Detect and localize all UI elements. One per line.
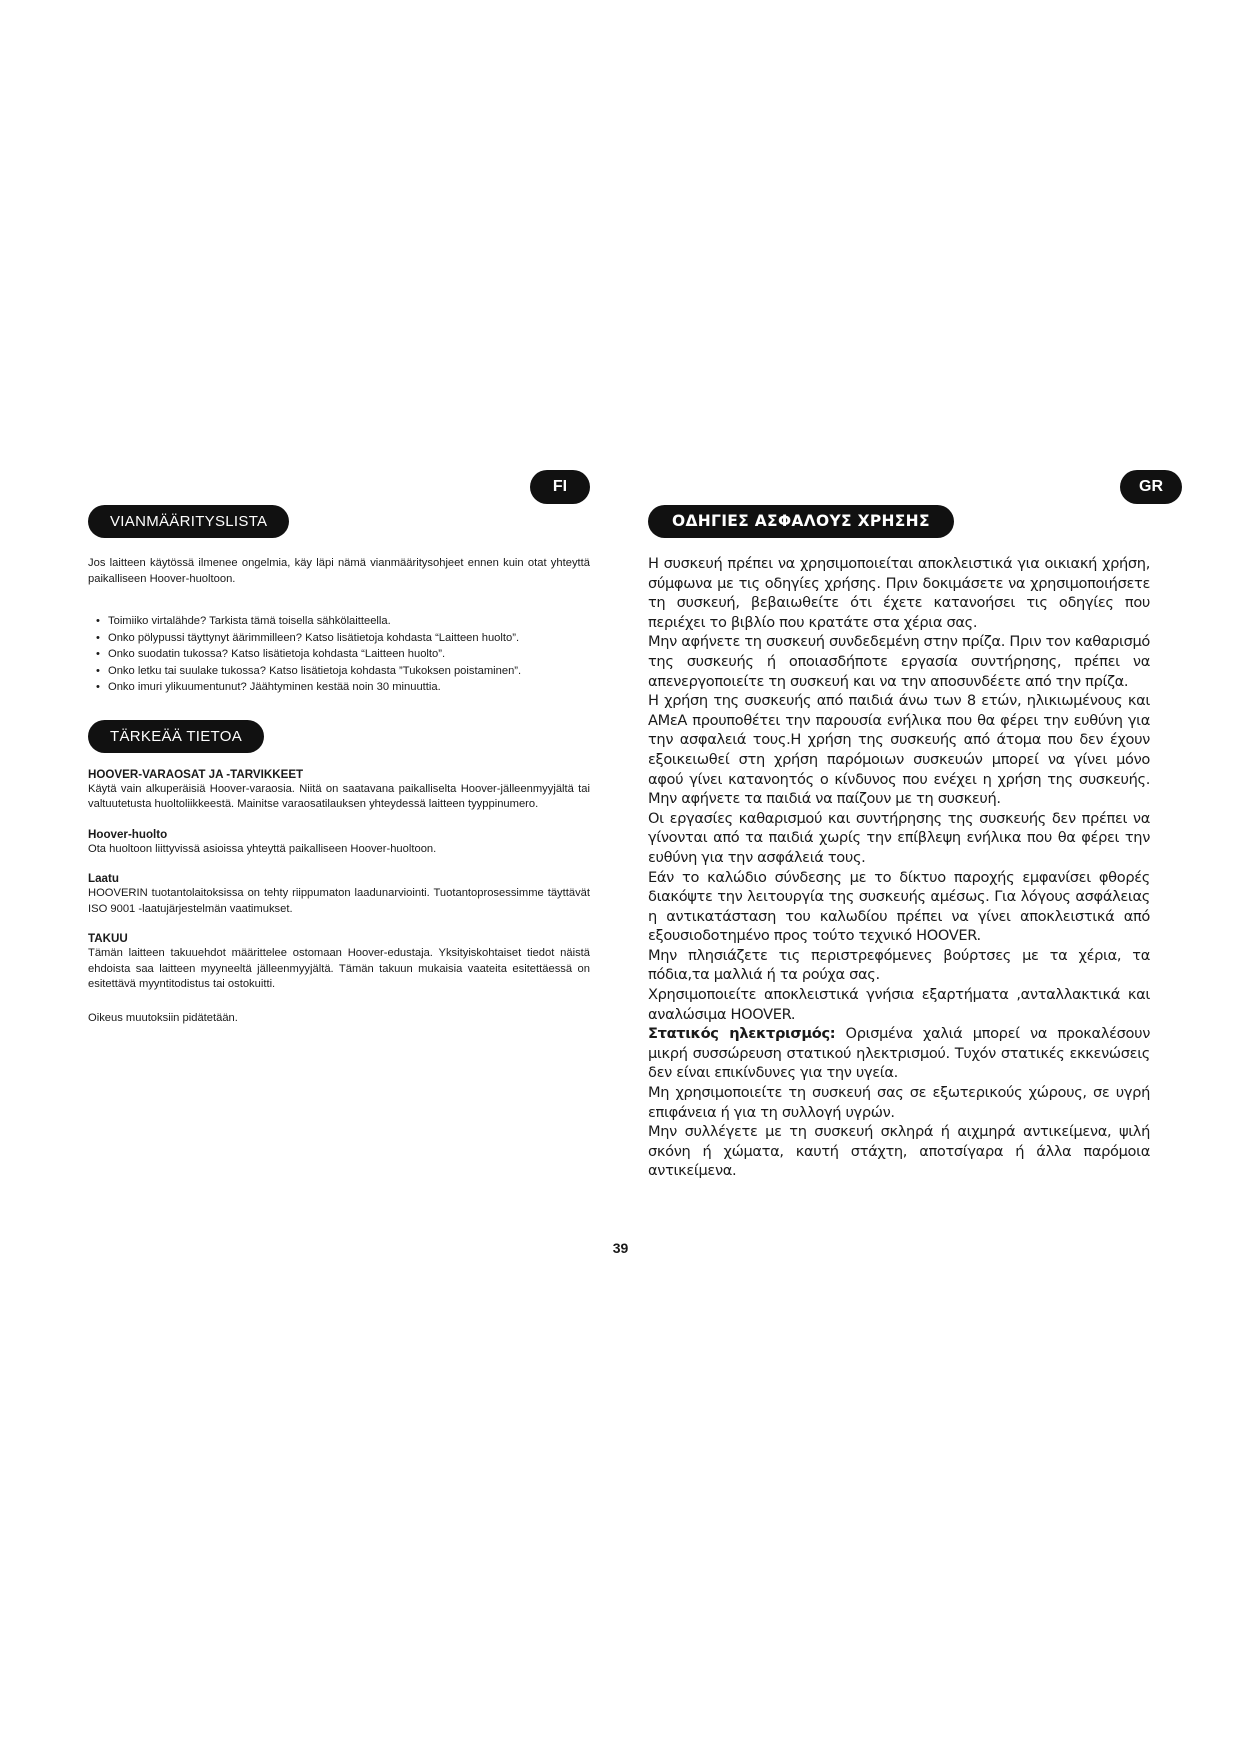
block-heading: TAKUU <box>88 932 128 945</box>
paragraph: Μην αφήνετε τη συσκευή συνδεδεμένη στην πρίζα. Πριν τον καθαρισμό της συσκευής ή οποιασδήποτε εργασία συντήρησης, πρέπει να απενεργοποιείτε τη συσκευή και να την αποσυνδέετε από την πρίζα. <box>648 633 1150 690</box>
block-text: Ota huoltoon liittyvissä asioissa yhteyttä paikalliseen Hoover-huoltoon. <box>88 842 437 855</box>
block-text: Tämän laitteen takuuehdot määrittelee ostomaan Hoover-edustaja. Yksityiskohtaiset tiedot näistä ehdoista saa laitteen myyneeltä jälleenmyyjältä. Tämän takuun mukaisia vaateita esitettäessä on esitettävä myyntitodistus tai ostokuitti. <box>88 947 590 990</box>
list-item: • Onko imuri ylikuumentunut? Jäähtyminen kestää noin 30 minuuttia. <box>96 679 590 696</box>
block-text: HOOVERIN tuotantolaitoksissa on tehty riippumaton laadunarviointi. Tuotantoprosessimme täyttävät ISO 9001 -laatujärjestelmän vaatimukset. <box>88 887 590 915</box>
info-block-quality <box>88 871 590 917</box>
important-info-heading: TÄRKEÄÄ TIETOA <box>88 720 264 753</box>
finnish-column <box>88 505 590 1026</box>
block-text: Käytä vain alkuperäisiä Hoover-varaosia. Niitä on saatavana paikalliselta Hoover-jälleenmyyjältä tai valtuutetusta huoltoliikkeestä. Mainitse varaosatilauksen yhteydessä laitteen tyyppinumero. <box>88 782 590 810</box>
block-heading: Laatu <box>88 872 119 885</box>
list-item: • Onko letku tai suulake tukossa? Katso lisätietoja kohdasta ”Tukoksen poistaminen”. <box>96 663 590 680</box>
rights-reserved-note: Oikeus muutoksiin pidätetään. <box>88 1011 238 1024</box>
info-block-service <box>88 827 590 858</box>
paragraph: Χρησιμοποιείτε αποκλειστικά γνήσια εξαρτήματα ,ανταλλακτικά και αναλώσιμα HOOVER. <box>648 986 1150 1023</box>
greek-column <box>648 505 1150 1181</box>
language-badge-fi: FI <box>530 470 590 504</box>
list-item: • Onko suodatin tukossa? Katso lisätietoja kohdasta “Laitteen huolto”. <box>96 646 590 663</box>
list-item: • Toimiiko virtalähde? Tarkista tämä toisella sähkölaitteella. <box>96 613 590 630</box>
block-heading: Hoover-huolto <box>88 827 168 841</box>
language-badge-gr: GR <box>1120 470 1182 504</box>
troubleshooting-list <box>88 613 590 696</box>
page-number: 39 <box>612 1240 629 1256</box>
paragraph: Η χρήση της συσκευής από παιδιά άνω των 8 ετών, ηλικιωμένους και ΑΜεΑ προυποθέτει την παρουσία ενήλικα που θα φέρει την ευθύνη για την ασφαλειά τους.Η χρήση της συσκευής από άτομα που δεν έχουν εξοικειωθεί στη χρήση παρόμοιων συσκευών μπορεί να γίνει μόνο αφού γίνει κατανοητός ο κίνδυνος που ενέχει η χρήση της συσκευής. Μην αφήνετε τα παιδιά να παίζουν με τη συσκευή. <box>648 692 1150 808</box>
info-block-warranty <box>88 931 590 993</box>
paragraph: Η συσκευή πρέπει να χρησιμοποιείται αποκλειστικά για οικιακή χρήση, σύμφωνα με τις οδηγίες χρήσης. Πριν δοκιμάσετε να χρησιμοποιήσετε τη συσκευή, βεβαιωθείτε ότι έχετε κατανοήσει τις οδηγίες που περιέχει το βιβλίο που κρατάτε στα χέρια σας. <box>648 555 1150 631</box>
paragraph: Οι εργασίες καθαρισμού και συντήρησης της συσκευής δεν πρέπει να γίνονται από τα παιδιά χωρίς την επίβλεψη ενήλικα που θα φέρει την ευθύνη για την ασφάλειά τους. <box>648 809 1150 866</box>
paragraph: Μην συλλέγετε με τη συσκευή σκληρά ή αιχμηρά αντικείμενα, ψιλή σκόνη ή χώματα, καυτή στάχτη, αποτσίγαρα ή άλλα παρόμοια αντικείμενα. <box>648 1123 1150 1180</box>
block-heading: HOOVER-VARAOSAT JA -TARVIKKEET <box>88 767 304 781</box>
static-electricity-text: Ορισμένα χαλιά μπορεί να προκαλέσουν μικρή συσσώρευση στατικού ηλεκτρισμού. Τυχόν στατικές εκκενώσεις δεν είναι επικίνδυνες για την υγεία. <box>648 1025 1150 1082</box>
paragraph: Μην πλησιάζετε τις περιστρεφόμενες βούρτσες με τα χέρια, τα πόδια,τα μαλλιά ή τα ρούχα σας. <box>648 946 1150 984</box>
troubleshooting-intro: Jos laitteen käytössä ilmenee ongelmia, käy läpi nämä vianmääritysohjeet ennen kuin otat yhteyttä paikalliseen Hoover-huoltoon. <box>88 557 590 585</box>
safety-instructions-heading: ΟΔΗΓΙΕΣ ΑΣΦΑΛΟΥΣ ΧΡΗΣΗΣ <box>648 505 954 538</box>
static-electricity-label: Στατικός ηλεκτρισμός: <box>648 1025 836 1043</box>
list-item: • Onko pölypussi täyttynyt äärimmilleen? Katso lisätietoja kohdasta “Laitteen huolto”. <box>96 630 590 647</box>
safety-instructions-body <box>648 554 1150 1181</box>
static-electricity-paragraph <box>648 1024 1150 1083</box>
info-block-spare-parts <box>88 767 590 813</box>
paragraph: Εάν το καλώδιο σύνδεσης με το δίκτυο παροχής εμφανίσει φθορές διακόψτε την λειτουργία της συσκευής αμέσως. Για λόγους ασφάλειας η αντικατάσταση του καλωδίου πρέπει να γίνει αποκλειστικά από εξουσιοδοτημένο προς τούτο τεχνικό HOOVER. <box>648 868 1150 945</box>
paragraph: Μη χρησιμοποιείτε τη συσκευή σας σε εξωτερικούς χώρους, σε υγρή επιφάνεια ή για τη συλλογή υγρών. <box>648 1084 1150 1121</box>
troubleshooting-heading: VIANMÄÄRITYSLISTA <box>88 505 289 538</box>
